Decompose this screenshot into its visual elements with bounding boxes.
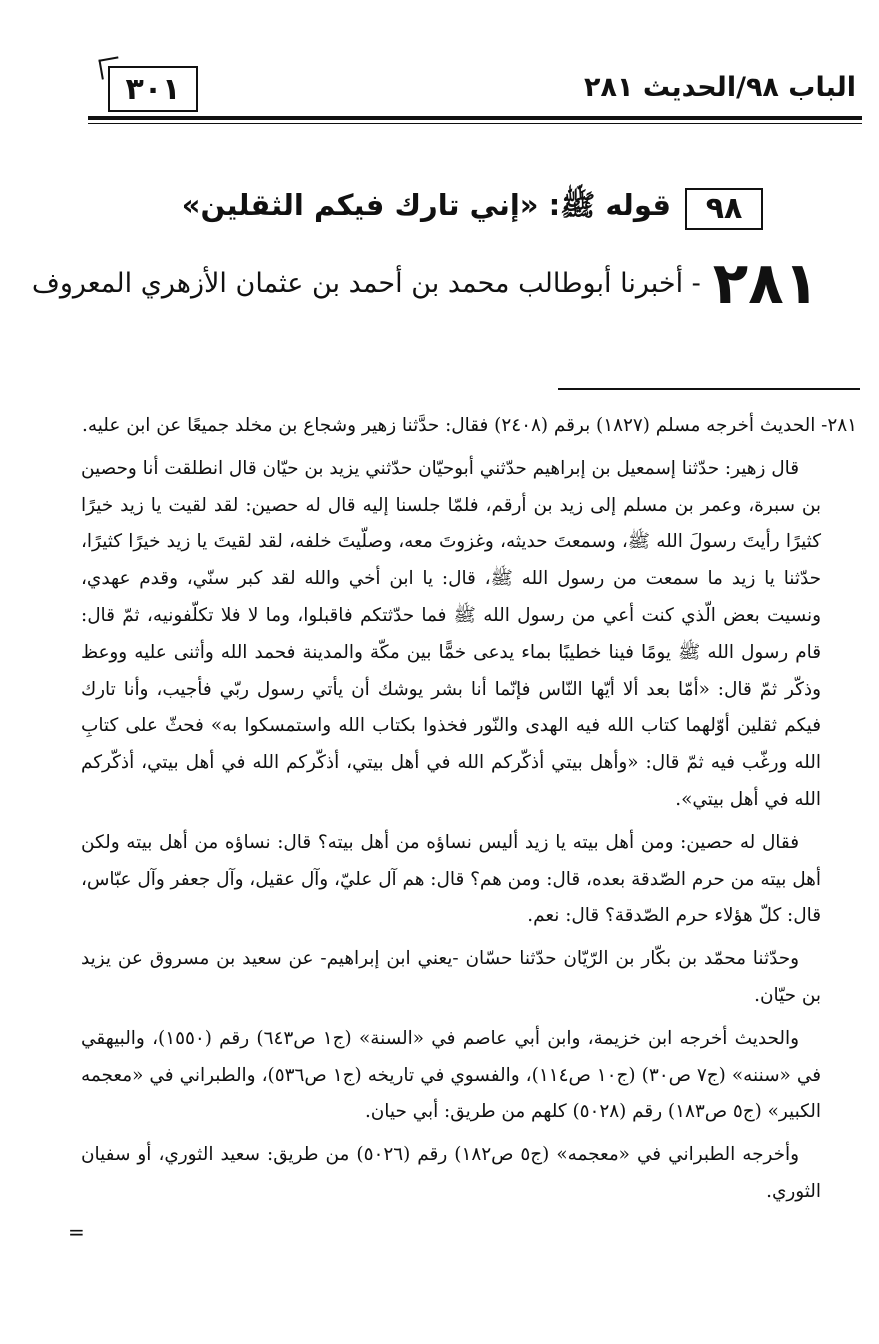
page-header [86, 58, 862, 128]
hadith-number: ٢٨١ [712, 249, 819, 317]
footnotes [81, 408, 857, 1217]
footnote-paragraph: وحدّثنا محمّد بن بكّار بن الرّيّان حدّثنا حسّان -يعني ابن إبراهيم- عن سعيد بن مسروق عن يزيد بن حيّان. [81, 948, 821, 1006]
footnote-paragraph: وأخرجه الطبراني في «معجمه» (ج٥ ص١٨٢) رقم (٥٠٢٦) من طريق: سعيد الثوري، أو سفيان الثوري. [81, 1144, 821, 1202]
hadith-heading [32, 248, 819, 318]
footnote-separator [558, 388, 860, 390]
page-number: ٣٠١ [108, 66, 198, 112]
chapter-title: قوله ﷺ: «إني تارك فيكم الثقلين» [181, 188, 671, 222]
footnote-paragraph: فقال له حصين: ومن أهل بيته يا زيد أليس نساؤه من أهل بيته؟ قال: نساؤه من أهل بيته ولكن أهل بيته من حرم الصّدقة بعده، قال: ومن هم؟ قال: هم آل عليّ، وآل عقيل، وآل جعفر وآل عبّاس، قال: كلّ هؤلاء حرم الصّدقة؟ قال: نعم. [81, 831, 821, 927]
header-rule [88, 116, 862, 120]
header-rule-thin [88, 123, 862, 124]
hadith-chain-text: - أخبرنا أبوطالب محمد بن أحمد بن عثمان الأزهري المعروف [31, 267, 701, 299]
footnote-paragraph: والحديث أخرجه ابن خزيمة، وابن أبي عاصم في «السنة» (ج١ ص٦٤٣) رقم (١٥٥٠)، والبيهقي في «سننه» (ج٧ ص٣٠) (ج١٠ ص١١٤)، والفسوي في تاريخه (ج١ ص٥٣٦)، والطبراني في «معجمه الكبير» (ج٥ ص١٨٣) رقم (٥٠٢٨) كلهم من طريق: أبي حيان. [81, 1027, 821, 1123]
chapter-number: ٩٨ [685, 188, 763, 230]
footnote-paragraph: قال زهير: حدّثنا إسمعيل بن إبراهيم حدّثني أبوحيّان حدّثني يزيد بن حيّان قال انطلقت أنا وحصين بن سبرة، وعمر بن مسلم إلى زيد بن أرقم، فلمّا جلسنا إليه قال له حصين: لقد لقيت يا زيد خيرًا كثيرًا رأيتَ رسولَ الله ﷺ، وسمعتَ حديثه، وغزوتَ معه، وصلّيتَ خلفه، لقد لقيتَ يا زيد خيرًا كثيرًا، حدّثنا يا زيد ما سمعت من رسول الله ﷺ، قال: يا ابن أخي والله لقد كبر سنّي، وقدم عهدي، ونسيت بعض الّذي كنت أعي من رسول الله ﷺ فما حدّثتكم فاقبلوا، وما لا فلا تكلّفونيه، ثمّ قال: قام رسول الله ﷺ يومًا فينا خطيبًا بماء يدعى خمًّا بين مكّة والمدينة فحمد الله وأثنى عليه ووعظ وذكّر ثمّ قال: «أمّا بعد ألا أيّها النّاس فإنّما أنا بشر يوشك أن يأتي رسول ربّي فأجيب، وأنا تارك فيكم ثقلين أوّلهما كتاب الله فيه الهدى والنّور فخذوا بكتاب الله واستمسكوا به» فحثّ على كتابِ الله ورغّب فيه ثمّ قال: «وأهل بيتي أذكّركم الله في أهل بيتي، أذكّركم الله في أهل بيتي، أذكّركم الله في أهل بيتي». [81, 457, 821, 810]
footnote-paragraph: ٢٨١- الحديث أخرجه مسلم (١٨٢٧) برقم (٢٤٠٨) فقال: حدَّثنا زهير وشجاع بن مخلد جميعًا عن ابن عليه. [82, 415, 857, 436]
chapter-heading [182, 188, 763, 230]
continuation-mark: = [68, 1220, 85, 1244]
running-title: الباب ٩٨/الحديث ٢٨١ [584, 72, 856, 103]
